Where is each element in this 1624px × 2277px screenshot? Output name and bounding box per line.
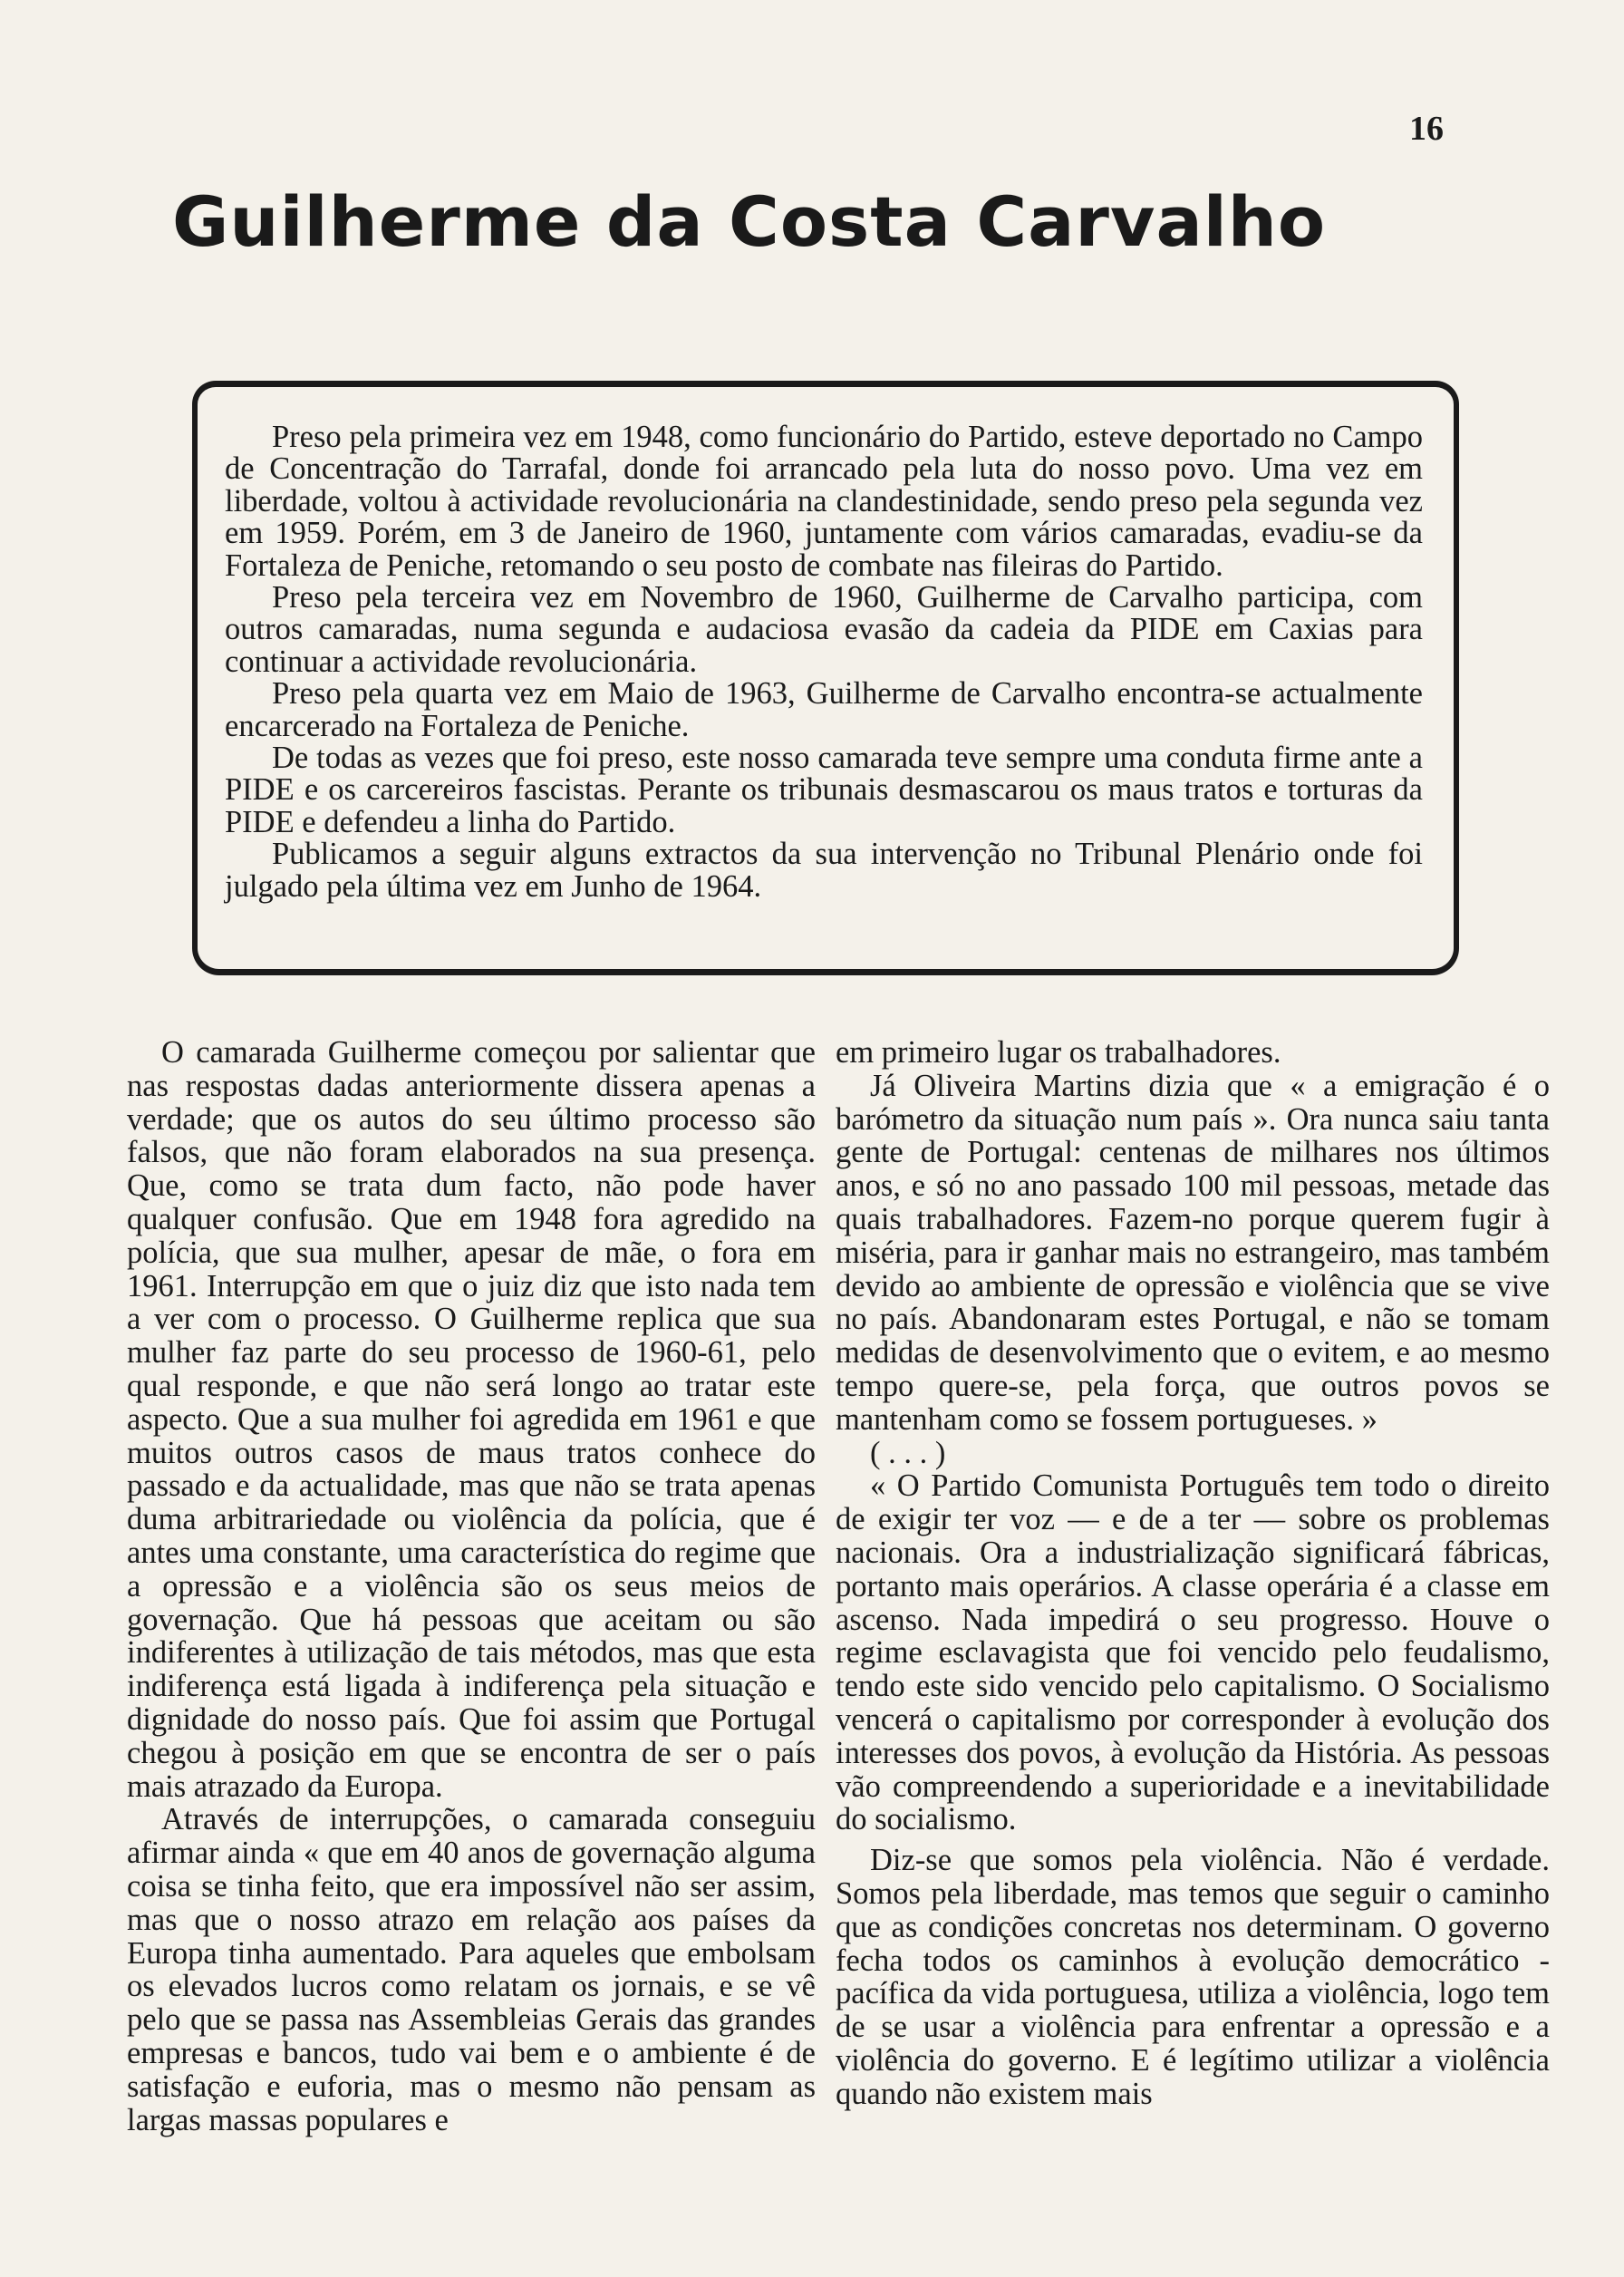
intro-paragraph: Publicamos a seguir alguns extractos da sua intervenção no Tribunal Plenário onde foi julgado pela última vez em Junho de 1964. <box>225 837 1423 904</box>
page-number: 16 <box>1409 110 1444 148</box>
intro-paragraph: Preso pela quarta vez em Maio de 1963, Guilherme de Carvalho encontra-se actualmente encarcerado na Fortaleza de Peniche. <box>225 676 1423 743</box>
left-column <box>127 1036 816 2137</box>
intro-paragraph: Preso pela terceira vez em Novembro de 1960, Guilherme de Carvalho participa, com outros camaradas, numa segunda e audaciosa evasão da cadeia da PIDE em Caxias para continuar a actividade revolucionária. <box>225 580 1423 679</box>
body-paragraph: Diz-se que somos pela violência. Não é verdade. Somos pela liberdade, mas temos que seguir o caminho que as condições concretas nos determinam. O governo fecha todos os caminhos à evolução democrático - pacífica da vida portuguesa, utiliza a violência, logo tem de se usar a violência para enfrentar a opressão e a violência do governo. E é legítimo utilizar a violência quando não existem mais <box>836 1843 1550 2111</box>
intro-box <box>192 381 1459 975</box>
intro-paragraph: Preso pela primeira vez em 1948, como funcionário do Partido, esteve deportado no Campo de Concentração do Tarrafal, donde foi arrancado pela luta do nosso povo. Uma vez em liberdade, voltou à actividade revolucionária na clandestinidade, sendo preso pela segunda vez em 1959. Porém, em 3 de Janeiro de 1960, juntamente com vários camaradas, evadiu-se da Fortaleza de Peniche, retomando o seu posto de combate nas fileiras do Partido. <box>225 420 1423 583</box>
body-paragraph: O camarada Guilherme começou por salientar que nas respostas dadas anteriormente dissera apenas a verdade; que os autos do seu último processo são falsos, que não foram elaborados na sua presença. Que, como se trata dum facto, não pode haver qualquer confusão. Que em 1948 fora agredido na polícia, que sua mulher, apesar de mãe, o fora em 1961. Interrupção em que o juiz diz que isto nada tem a ver com o processo. O Guilherme replica que sua mulher faz parte do seu processo de 1960-61, pelo qual responde, e que não será longo ao tratar este aspecto. Que a sua mulher foi agredida em 1961 e que muitos outros casos de maus tratos conhece do passado e da actualidade, mas que não se trata apenas duma arbitrariedade ou violência da polícia, que é antes uma constante, uma característica do regime que a opressão e a violência são os seus meios de governação. Que há pessoas que aceitam ou são indiferentes à utilização de tais métodos, mas que esta indiferença está ligada à indiferença pela situação e dignidade do nosso país. Que foi assim que Portugal chegou à posição em que se encontra de ser o país mais atrazado da Europa. <box>127 1035 816 1804</box>
body-paragraph: em primeiro lugar os trabalhadores. <box>836 1035 1281 1070</box>
intro-paragraph: De todas as vezes que foi preso, este nosso camarada teve sempre uma conduta firme ante a PIDE e os carcereiros fascistas. Perante os tribunais desmascarou os maus tratos e torturas da PIDE e defendeu a linha do Partido. <box>225 741 1423 839</box>
ellipsis-marker: ( . . . ) <box>870 1435 946 1470</box>
right-column <box>836 1036 1550 2111</box>
body-paragraph: Já Oliveira Martins dizia que « a emigração é o barómetro da situação num país ». Ora nunca saiu tanta gente de Portugal: centenas de milhares nos últimos anos, e só no ano passado 100 mil pessoas, metade das quais trabalhadores. Fazem-no porque querem fugir à miséria, para ir ganhar mais no estrangeiro, mas também devido ao ambiente de opressão e violência que se vive no país. Abandonaram estes Portugal, e não se tomam medidas de desenvolvimento que o evitem, e ao mesmo tempo quere-se, pela força, que outros povos se mantenham como se fossem portugueses. » <box>836 1068 1550 1437</box>
page-title: Guilherme da Costa Carvalho <box>172 181 1327 262</box>
body-paragraph: « O Partido Comunista Português tem todo o direito de exigir ter voz — e de a ter — sobre os problemas nacionais. Ora a industrialização significará fábricas, portanto mais operários. A classe operária é a classe em ascenso. Nada impedirá o seu progresso. Houve o regime esclavagista que foi vencido pelo feudalismo, tendo este sido vencido pelo capitalismo. O Socialismo vencerá o capitalismo por corresponder à evolução dos interesses dos povos, à evolução da História. As pessoas vão compreendendo a superioridade e a inevitabilidade do socialismo. <box>836 1468 1550 1837</box>
body-paragraph: Através de interrupções, o camarada conseguiu afirmar ainda « que em 40 anos de governação alguma coisa se tinha feito, que era impossível não ser assim, mas que o nosso atrazo em relação aos países da Europa tinha aumentado. Para aqueles que embolsam os elevados lucros como relatam os jornais, e se vê pelo que se passa nas Assembleias Gerais das grandes empresas e bancos, tudo vai bem e o ambiente é de satisfação e euforia, mas o mesmo não pensam as largas massas populares e <box>127 1802 816 2137</box>
